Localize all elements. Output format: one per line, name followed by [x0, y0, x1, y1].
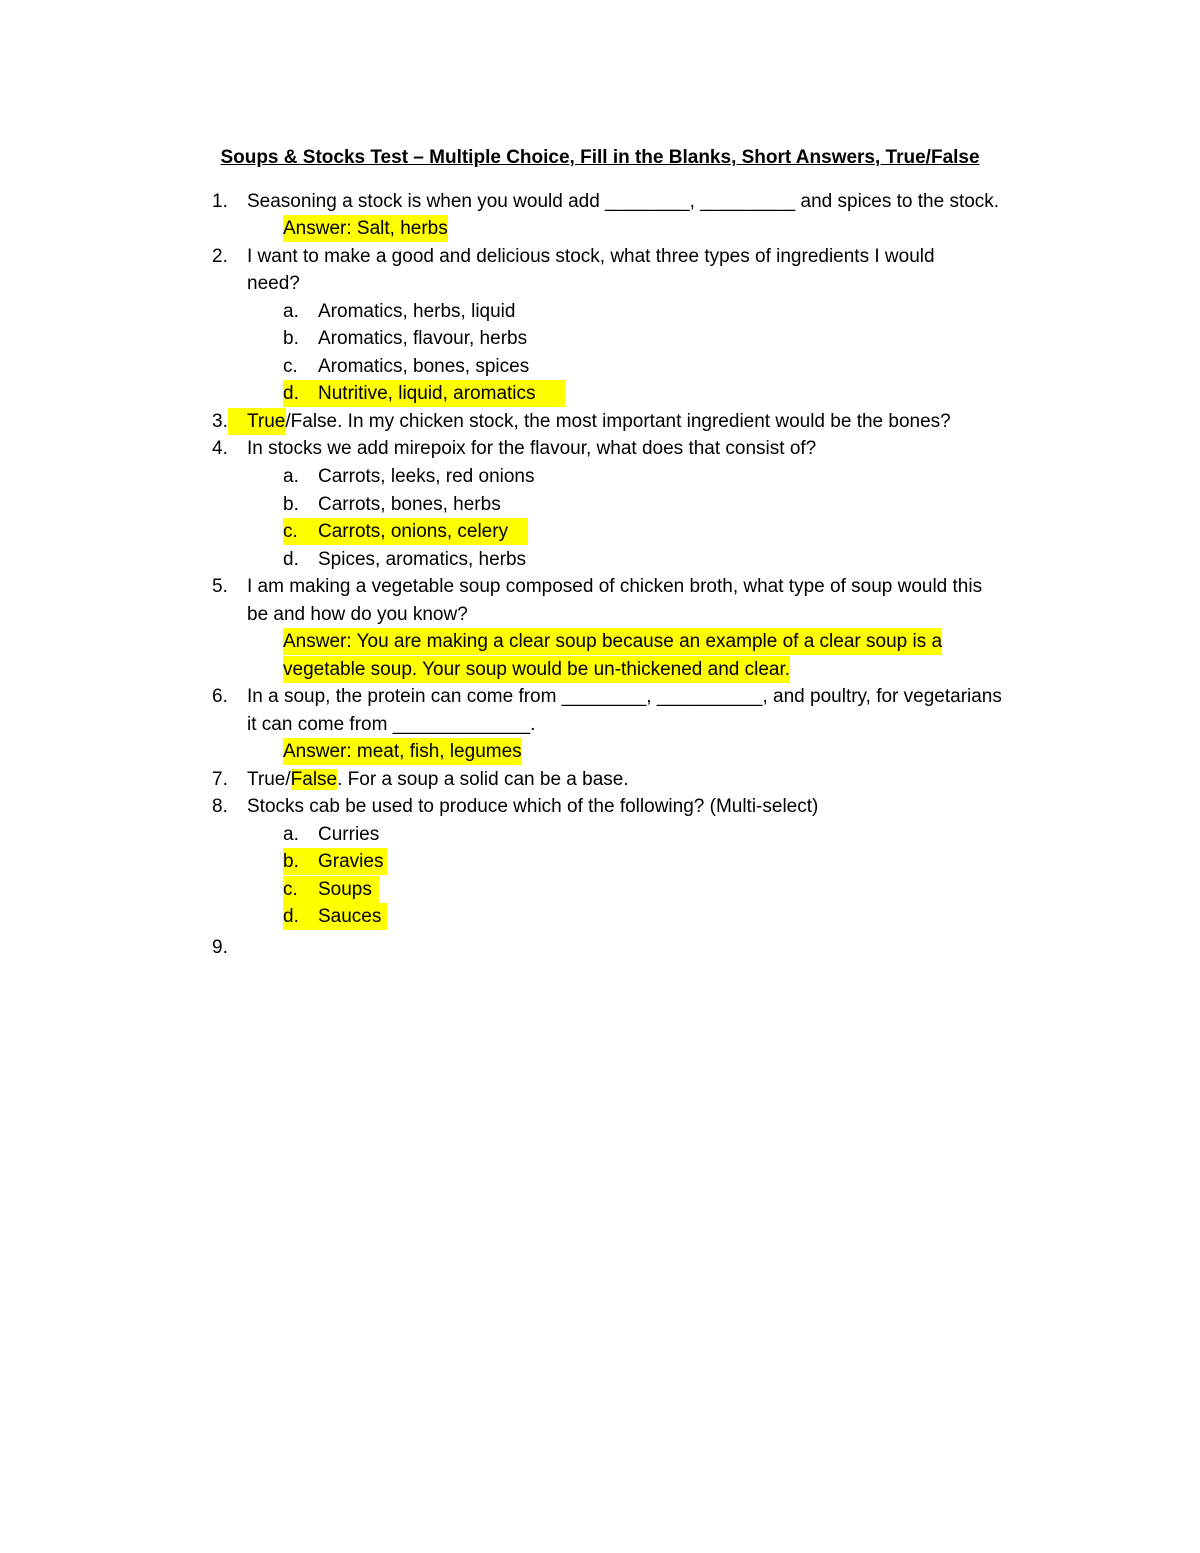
option-letter: c. — [283, 521, 298, 542]
option-letter: c. — [283, 879, 298, 900]
option-text: Sauces — [318, 906, 382, 927]
option-text: Aromatics, bones, spices — [318, 356, 530, 377]
question-number: 6. — [212, 686, 228, 707]
question-number: 7. — [212, 769, 228, 790]
question-text: In stocks we add mirepoix for the flavour, what does that consist of? — [247, 438, 817, 459]
question-text: it can come from _____________. — [247, 714, 536, 735]
answer-highlight: vegetable soup. Your soup would be un-thickened and clear. — [283, 656, 790, 683]
true-answer: True — [247, 411, 286, 432]
option-text: Nutritive, liquid, aromatics — [318, 383, 536, 404]
question-text: /False. In my chicken stock, the most important ingredient would be the bones? — [285, 411, 951, 432]
option-text: Aromatics, herbs, liquid — [318, 301, 516, 322]
option-text: Curries — [318, 824, 380, 845]
answer-highlight: Answer: Salt, herbs — [283, 215, 448, 242]
question-text: True/ — [247, 769, 291, 790]
option-text: Carrots, onions, celery — [318, 521, 509, 542]
option-text: Gravies — [318, 851, 384, 872]
option-letter: d. — [283, 383, 299, 404]
answer-highlight: Answer: meat, fish, legumes — [283, 738, 522, 765]
answer-highlight: Answer: You are making a clear soup because an example of a clear soup is a — [283, 628, 942, 655]
question-number: 9. — [212, 937, 228, 958]
question-number: 8. — [212, 796, 228, 817]
question-text: Seasoning a stock is when you would add ________, _________ and spices to the stock. — [247, 191, 1000, 212]
question-number: 3. — [212, 411, 228, 432]
question-text: need? — [247, 273, 300, 294]
option-letter: d. — [283, 549, 299, 570]
question-number: 5. — [212, 576, 228, 597]
option-letter: b. — [283, 494, 299, 515]
false-answer: False — [290, 769, 338, 790]
option-letter: d. — [283, 906, 299, 927]
option-letter: b. — [283, 328, 299, 349]
option-text: Spices, aromatics, herbs — [318, 549, 527, 570]
question-text: . For a soup a solid can be a base. — [337, 769, 629, 790]
question-number: 4. — [212, 438, 228, 459]
option-letter: b. — [283, 851, 299, 872]
page-title: Soups & Stocks Test – Multiple Choice, Fill in the Blanks, Short Answers, True/False — [220, 147, 980, 168]
option-text: Aromatics, flavour, herbs — [318, 328, 528, 349]
option-letter: a. — [283, 466, 299, 487]
option-text: Carrots, leeks, red onions — [318, 466, 535, 487]
question-text: I want to make a good and delicious stock, what three types of ingredients I would — [247, 246, 935, 267]
option-letter: c. — [283, 356, 298, 377]
question-text: Stocks cab be used to produce which of the following? (Multi-select) — [247, 796, 819, 817]
question-number: 1. — [212, 191, 228, 212]
question-text: I am making a vegetable soup composed of chicken broth, what type of soup would this — [247, 576, 983, 597]
option-text: Soups — [318, 879, 372, 900]
option-letter: a. — [283, 824, 299, 845]
option-text: Carrots, bones, herbs — [318, 494, 501, 515]
question-text: In a soup, the protein can come from ________, __________, and poultry, for vegetarians — [247, 686, 1002, 707]
option-letter: a. — [283, 301, 299, 322]
question-text: be and how do you know? — [247, 604, 468, 625]
question-number: 2. — [212, 246, 228, 267]
